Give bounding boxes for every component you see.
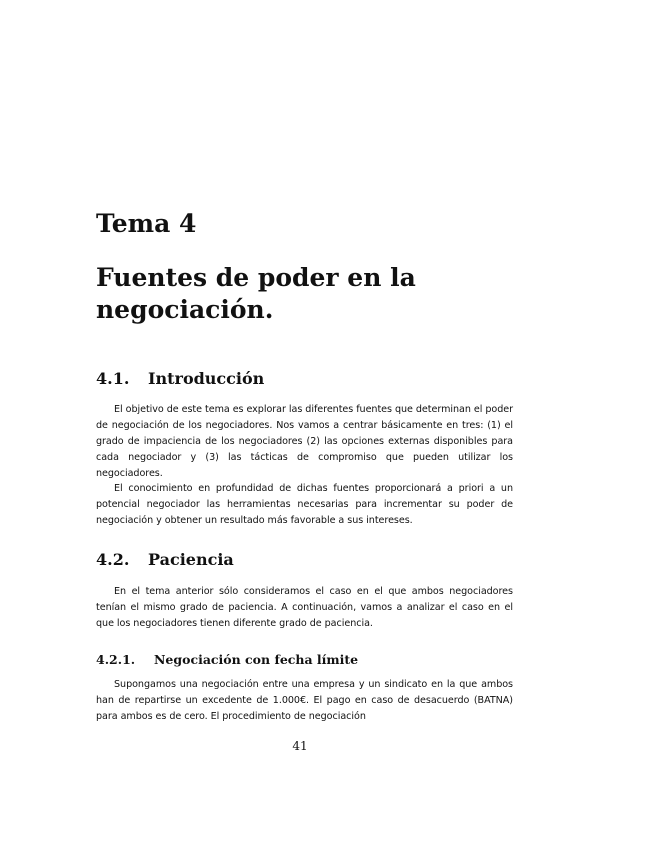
section-title: Paciencia bbox=[148, 550, 234, 569]
section-heading-paciencia bbox=[96, 550, 234, 570]
page-number: 41 bbox=[292, 739, 308, 753]
paragraph: En el tema anterior sólo consideramos el caso en el que ambos negociadores tenían el mismo grado de paciencia. A continuación, vamos a analizar el caso en el que los negociadores tienen diferente grado de paciencia. bbox=[96, 586, 513, 629]
section-number: 4.1. bbox=[96, 369, 130, 388]
subsection-heading-negociacion-fecha-limite bbox=[96, 652, 358, 668]
section-number: 4.2. bbox=[96, 550, 130, 569]
section-heading-introduccion bbox=[96, 369, 264, 389]
subsection-title: Negociación con fecha límite bbox=[154, 652, 359, 667]
subsection-number: 4.2.1. bbox=[96, 652, 136, 667]
chapter-title: Fuentes de poder en la negociación. bbox=[96, 263, 416, 324]
paragraph: Supongamos una negociación entre una empresa y un sindicato en la que ambos han de repartirse un excedente de 1.000€. El pago en caso de desacuerdo (BATNA) para ambos es de cero. El procedimiento de negociación bbox=[96, 679, 513, 722]
paragraph: El conocimiento en profundidad de dichas fuentes proporcionará a priori a un potencial negociador las herramientas necesarias para incrementar su poder de negociación y obtener un resultado más favorable a sus intereses. bbox=[96, 483, 513, 526]
chapter-label: Tema 4 bbox=[96, 209, 197, 238]
paragraph: El objetivo de este tema es explorar las diferentes fuentes que determinan el poder de negociación de los negociadores. Nos vamos a centrar básicamente en tres: (1) el grado de impaciencia de los negociadores (2) las opciones externas disponibles para cada negociador y (3) las tácticas de compromiso que pueden utilizar los negociadores. bbox=[96, 404, 513, 479]
section-title: Introducción bbox=[148, 369, 265, 388]
